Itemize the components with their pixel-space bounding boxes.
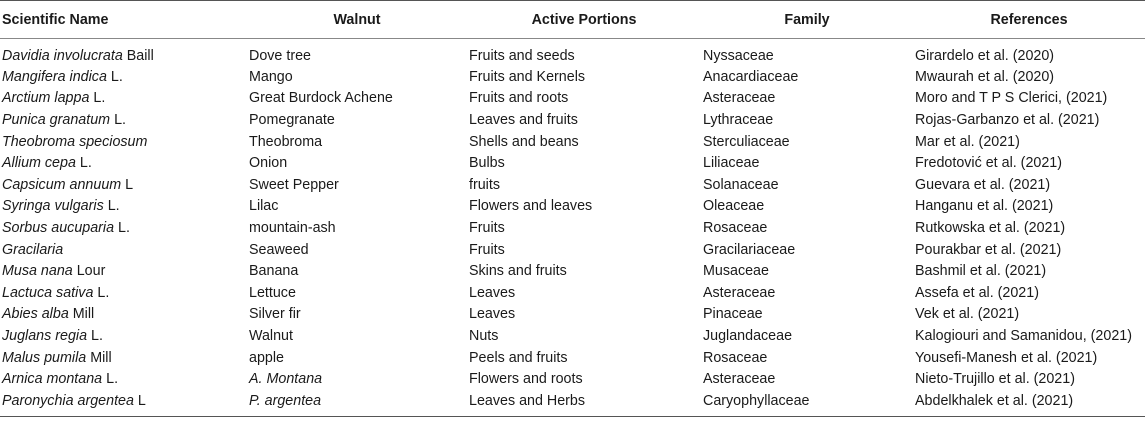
table-row <box>0 390 1145 416</box>
cell-active-portions: Leaves and fruits <box>469 111 578 128</box>
cell-family: Oleaceae <box>703 198 765 215</box>
cell-family: Lythraceae <box>703 111 774 128</box>
scientific-name-authority: L. <box>75 155 92 172</box>
cell-walnut: Silver fir <box>249 306 301 323</box>
cell-active-portions: Fruits and roots <box>469 90 569 107</box>
cell-active-portions: Fruits <box>469 241 505 258</box>
scientific-name-authority: L. <box>102 371 119 388</box>
table-row <box>0 196 1145 218</box>
scientific-name-authority: L. <box>89 90 106 107</box>
cell-reference: Kalogiouri and Samanidou, (2021) <box>915 327 1132 344</box>
cell-walnut: Sweet Pepper <box>249 176 339 193</box>
table-body <box>0 39 1145 417</box>
table-row <box>0 152 1145 174</box>
cell-active-portions: Fruits and Kernels <box>469 68 586 85</box>
cell-family: Rosaceae <box>703 349 768 366</box>
cell-walnut: Dove tree <box>249 47 311 64</box>
cell-active-portions: Fruits <box>469 219 505 236</box>
cell-scientific-name <box>0 152 247 174</box>
cell-family: Rosaceae <box>703 219 768 236</box>
scientific-name-italic: Theobroma speciosum <box>2 133 148 150</box>
table-row <box>0 347 1145 369</box>
table-row <box>0 109 1145 131</box>
cell-walnut: A. Montana <box>249 371 323 388</box>
cell-active-portions: Leaves <box>469 306 516 323</box>
table-row <box>0 282 1145 304</box>
cell-reference: Moro and T P S Clerici, (2021) <box>915 90 1108 107</box>
table-row <box>0 260 1145 282</box>
cell-scientific-name <box>0 260 247 282</box>
scientific-name-italic: Lactuca sativa <box>2 284 94 301</box>
cell-scientific-name <box>0 109 247 131</box>
cell-family: Asteraceae <box>703 284 776 301</box>
cell-reference: Abdelkhalek et al. (2021) <box>913 390 1145 416</box>
scientific-name-italic: Malus pumila <box>2 349 87 366</box>
table-row <box>0 66 1145 88</box>
table-row <box>0 239 1145 261</box>
cell-scientific-name <box>0 368 247 390</box>
cell-scientific-name <box>0 390 247 416</box>
scientific-name-italic: Punica granatum <box>2 111 111 128</box>
cell-reference: Bashmil et al. (2021) <box>915 263 1047 280</box>
cell-family: Asteraceae <box>703 90 776 107</box>
table-row <box>0 217 1145 239</box>
cell-walnut: Lettuce <box>249 284 296 301</box>
cell-family: Solanaceae <box>703 176 779 193</box>
cell-active-portions: Peels and fruits <box>469 349 568 366</box>
cell-scientific-name <box>0 239 247 261</box>
scientific-name-italic: Mangifera indica <box>2 68 107 85</box>
header-scientific-name: Scientific Name <box>0 1 247 39</box>
cell-family: Anacardiaceae <box>703 68 799 85</box>
cell-active-portions: Nuts <box>469 327 499 344</box>
table-row <box>0 325 1145 347</box>
cell-walnut: Lilac <box>249 198 279 215</box>
cell-family: Asteraceae <box>703 371 776 388</box>
cell-walnut: Seaweed <box>249 241 309 258</box>
header-walnut: Walnut <box>247 1 467 39</box>
header-references: References <box>913 1 1145 39</box>
scientific-name-authority: L. <box>106 68 123 85</box>
cell-walnut: Walnut <box>249 327 293 344</box>
cell-family: Caryophyllaceae <box>701 390 913 416</box>
cell-reference: Rojas-Garbanzo et al. (2021) <box>915 111 1100 128</box>
cell-reference: Hanganu et al. (2021) <box>915 198 1054 215</box>
scientific-name-authority: Mill <box>86 349 112 366</box>
cell-scientific-name <box>0 88 247 110</box>
cell-walnut: apple <box>249 349 284 366</box>
cell-active-portions: Leaves and Herbs <box>467 390 701 416</box>
scientific-name-authority: Mill <box>68 306 95 323</box>
cell-active-portions: Leaves <box>469 284 516 301</box>
cell-scientific-name <box>0 174 247 196</box>
scientific-name-italic: Musa nana <box>2 263 73 280</box>
cell-active-portions: Flowers and roots <box>469 371 583 388</box>
cell-scientific-name <box>0 325 247 347</box>
cell-active-portions: Fruits and seeds <box>469 47 575 64</box>
cell-family: Pinaceae <box>703 306 763 323</box>
cell-family: Nyssaceae <box>703 47 774 64</box>
cell-family: Liliaceae <box>703 155 760 172</box>
cell-active-portions: Flowers and leaves <box>469 198 593 215</box>
cell-reference: Vek et al. (2021) <box>915 306 1020 323</box>
cell-scientific-name <box>0 282 247 304</box>
scientific-name-authority: Lour <box>72 263 106 280</box>
cell-reference: Mar et al. (2021) <box>915 133 1020 150</box>
scientific-name-italic: Arnica montana <box>2 371 103 388</box>
scientific-name-authority: L <box>121 176 134 193</box>
scientific-name-authority: L. <box>87 327 103 344</box>
scientific-name-italic: Arctium lappa <box>2 90 90 107</box>
table-row <box>0 39 1145 67</box>
scientific-name-authority: L. <box>114 219 130 236</box>
header-active-portions: Active Portions <box>467 1 701 39</box>
scientific-name-authority: Baill <box>122 47 154 64</box>
cell-reference: Yousefi-Manesh et al. (2021) <box>915 349 1098 366</box>
scientific-name-italic: Allium cepa <box>2 155 76 172</box>
scientific-name-italic: Syringa vulgaris <box>2 198 104 215</box>
scientific-name-authority: L. <box>93 284 110 301</box>
cell-active-portions: Shells and beans <box>469 133 579 150</box>
scientific-name-italic: Paronychia argentea <box>2 392 134 409</box>
scientific-name-italic: Davidia involucrata <box>2 47 123 64</box>
cell-active-portions: Skins and fruits <box>469 263 567 280</box>
cell-walnut: Pomegranate <box>249 111 335 128</box>
cell-walnut: Theobroma <box>249 133 323 150</box>
scientific-name-italic: Gracilaria <box>2 241 64 258</box>
cell-walnut: Banana <box>249 263 299 280</box>
table-row <box>0 304 1145 326</box>
scientific-name-authority: L <box>133 392 146 409</box>
cell-family: Musaceae <box>703 263 769 280</box>
cell-reference: Girardelo et al. (2020) <box>915 47 1055 64</box>
scientific-name-italic: Sorbus aucuparia <box>2 219 115 236</box>
cell-reference: Pourakbar et al. (2021) <box>915 241 1062 258</box>
cell-scientific-name <box>0 196 247 218</box>
cell-scientific-name <box>0 217 247 239</box>
header-row <box>0 1 1145 39</box>
table-row <box>0 131 1145 153</box>
cell-active-portions: fruits <box>469 176 500 193</box>
table-row <box>0 174 1145 196</box>
scientific-name-italic: Capsicum annuum <box>2 176 122 193</box>
scientific-name-italic: Abies alba <box>2 306 69 323</box>
scientific-name-authority: L. <box>110 111 126 128</box>
cell-scientific-name <box>0 66 247 88</box>
cell-scientific-name <box>0 39 247 67</box>
cell-reference: Rutkowska et al. (2021) <box>915 219 1066 236</box>
header-family: Family <box>701 1 913 39</box>
cell-reference: Fredotović et al. (2021) <box>915 155 1063 172</box>
cell-reference: Nieto-Trujillo et al. (2021) <box>915 371 1075 388</box>
table-row <box>0 368 1145 390</box>
cell-family: Gracilariaceae <box>703 241 796 258</box>
cell-family: Sterculiaceae <box>703 133 790 150</box>
cell-reference: Assefa et al. (2021) <box>915 284 1039 301</box>
scientific-name-italic: Juglans regia <box>2 327 88 344</box>
table-header <box>0 1 1145 39</box>
cell-family: Juglandaceae <box>703 327 793 344</box>
cell-active-portions: Bulbs <box>469 155 505 172</box>
table-row <box>0 88 1145 110</box>
cell-walnut: mountain-ash <box>249 219 336 236</box>
cell-scientific-name <box>0 131 247 153</box>
cell-walnut: Onion <box>249 155 288 172</box>
cell-scientific-name <box>0 347 247 369</box>
cell-walnut: Great Burdock Achene <box>249 90 393 107</box>
scientific-name-authority: L. <box>103 198 120 215</box>
cell-scientific-name <box>0 304 247 326</box>
cell-reference: Guevara et al. (2021) <box>915 176 1051 193</box>
cell-walnut: P. argentea <box>247 390 467 416</box>
cell-reference: Mwaurah et al. (2020) <box>915 68 1055 85</box>
cell-walnut: Mango <box>249 68 293 85</box>
